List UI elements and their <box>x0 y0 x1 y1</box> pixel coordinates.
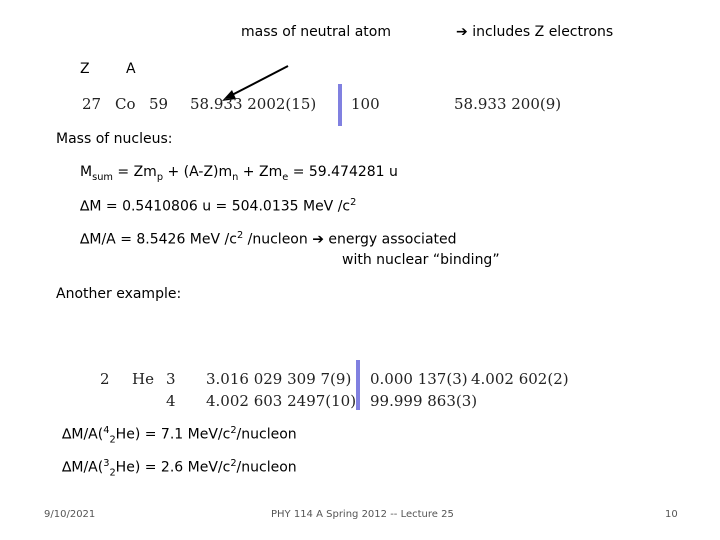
he3-abundance: 0.000 137(3) <box>370 370 468 388</box>
c-squared-exponent: 2 <box>230 425 237 436</box>
he4-abundance: 99.999 863(3) <box>370 392 478 410</box>
co-mass: 58.933 2002(15) <box>190 95 317 113</box>
delta-m-per-a-unit: /nucleon <box>243 231 308 248</box>
right-arrow-icon: ➔ <box>312 231 324 248</box>
he-atomic-weight: 4.002 602(2) <box>471 370 569 388</box>
he3-binding-result <box>62 458 297 478</box>
right-arrow-icon: ➔ <box>456 24 468 40</box>
electron-subscript: e <box>282 171 289 183</box>
mass-number-superscript: 3 <box>103 458 110 469</box>
proton-subscript: p <box>156 171 164 183</box>
he-z: 2 <box>100 370 110 388</box>
delta-m-exponent: 2 <box>350 197 357 208</box>
result-text: He) = 2.6 MeV/c <box>115 459 231 476</box>
co-element: Co <box>115 95 136 113</box>
co-z: 27 <box>82 95 102 113</box>
msum-part: + Zm <box>238 164 283 180</box>
column-divider <box>338 84 342 126</box>
result-unit: /nucleon <box>236 426 297 443</box>
footer-course: PHY 114 A Spring 2012 -- Lecture 25 <box>271 509 454 520</box>
z-column-label: Z <box>80 61 90 77</box>
atomic-number-subscript: 2 <box>109 467 116 479</box>
delta-m-per-a-text: ∆M/A = 8.5426 MeV /c <box>80 231 237 248</box>
mass-number-superscript: 4 <box>103 425 110 436</box>
page-number: 10 <box>665 509 678 520</box>
neutral-atom-label: mass of neutral atom <box>241 24 391 40</box>
result-unit: /nucleon <box>236 459 297 476</box>
mass-of-nucleus-heading: Mass of nucleus: <box>56 131 173 147</box>
column-divider <box>356 360 360 410</box>
another-example-heading: Another example: <box>56 286 182 302</box>
he-element: He <box>132 370 154 388</box>
delta-m-equation <box>80 197 356 215</box>
result-text: ∆M/A( <box>62 459 104 476</box>
he4-a: 4 <box>166 392 176 410</box>
delta-m-per-a-exponent: 2 <box>236 230 244 241</box>
co-atomic-weight: 58.933 200(9) <box>454 95 562 113</box>
msum-part: = Zm <box>112 164 157 180</box>
a-column-label: A <box>126 61 136 77</box>
c-squared-exponent: 2 <box>230 458 237 469</box>
msum-subscript: sum <box>92 171 113 183</box>
co-abundance: 100 <box>351 95 380 113</box>
delta-m-per-a-equation <box>80 230 457 248</box>
he3-a: 3 <box>166 370 176 388</box>
result-text: ∆M/A( <box>62 426 104 443</box>
msum-equation <box>80 164 398 183</box>
delta-m-text: ∆M = 0.5410806 u = 504.0135 MeV /c <box>80 198 351 215</box>
he3-mass: 3.016 029 309 7(9) <box>206 370 352 388</box>
he4-mass: 4.002 603 2497(10) <box>206 392 357 410</box>
result-text: He) = 7.1 MeV/c <box>115 426 231 443</box>
footer-date: 9/10/2021 <box>44 509 96 520</box>
atomic-number-subscript: 2 <box>109 434 116 446</box>
energy-note-line1: energy associated <box>328 231 457 248</box>
msum-symbol: M <box>80 164 93 180</box>
neutron-subscript: n <box>232 171 239 183</box>
includes-electrons-text: includes Z electrons <box>472 24 614 40</box>
msum-part: + (A-Z)m <box>163 164 233 180</box>
energy-note-line2: with nuclear “binding” <box>342 252 500 268</box>
msum-result: = 59.474281 u <box>288 164 398 180</box>
he4-binding-result <box>62 425 297 445</box>
co-a: 59 <box>149 95 169 113</box>
